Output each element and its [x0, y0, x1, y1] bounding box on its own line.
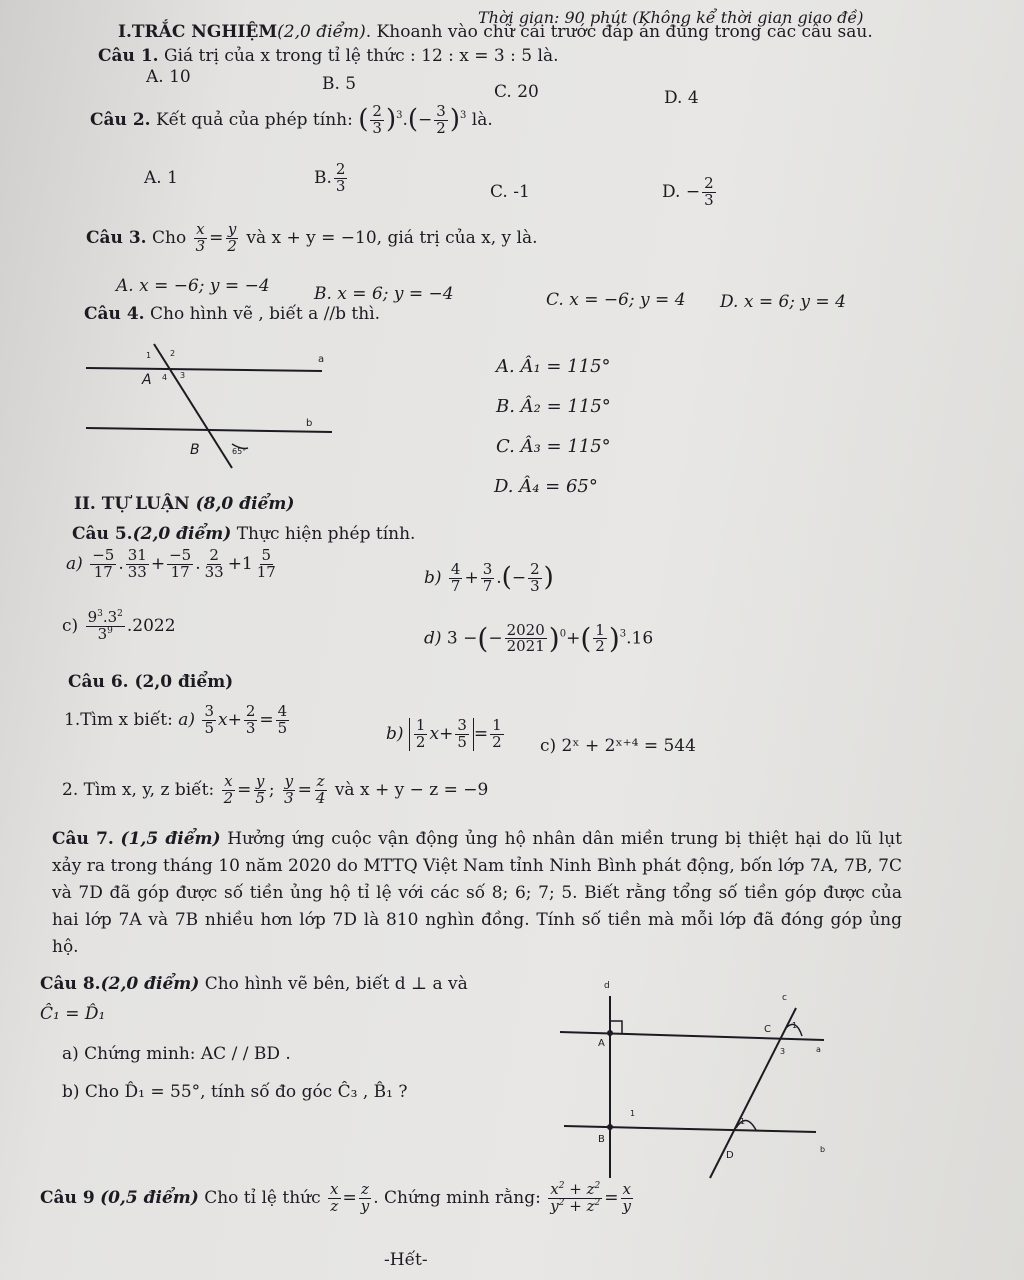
q5-part-a: a) $\frac{-5}{17}$ . $\frac{31}{33}$ + $\frac{-5}{17}$ . $\frac{2}{33}$ +1 $\frac{5}{17}$ — [66, 546, 276, 581]
q4-option-c: C. Â₃ = 115° — [496, 436, 611, 457]
label-c: c — [782, 993, 787, 1003]
label-A: A — [142, 372, 152, 388]
q5-part-d: d) 3 −(− $\frac{2020}{2021}$ )$^0$+( $\frac{1}{2}$ )$^3$.16 — [424, 620, 654, 656]
label-n1: 1 — [146, 351, 152, 360]
question-3: Câu 3. Cho $\frac{x}{3}$ = $\frac{y}{2}$ và x + y = −10, giá trị của x, y là. — [86, 220, 538, 255]
q8-part-a: a) Chứng minh: AC / / BD . — [62, 1044, 291, 1064]
time-note: Thời gian: 90 phút (Không kể thời gian giao đề) — [478, 8, 864, 27]
q5-part-b: b) $\frac{4}{7}$ + $\frac{3}{7}$ .(− $\frac{2}{3}$ ) — [424, 560, 554, 595]
q3-option-c: C. x = −6; y = 4 — [546, 290, 686, 310]
label-n4: 4 — [162, 373, 168, 382]
q1-option-a: A. 10 — [146, 67, 191, 87]
end-mark: -Hết- — [384, 1250, 428, 1270]
label-c1: 1 — [792, 1021, 798, 1030]
q6-part-1b: b) $\frac{1}{2}$ x+ $\frac{3}{5}$ = $\frac{1}{2}$ — [386, 716, 502, 751]
question-5: Câu 5.(2,0 điểm) Thực hiện phép tính. — [72, 524, 416, 544]
q5-part-c: c) $\frac{9^3.3^2}{3^9}$ .2022 — [62, 608, 176, 643]
q6-part-1a: 1.Tìm x biết: a) $\frac{3}{5}$ x+ $\frac{2}{3}$ = $\frac{4}{5}$ — [64, 702, 288, 737]
label-b: b — [306, 418, 313, 429]
q4-option-a: A. Â₁ = 115° — [496, 356, 611, 377]
q8-part-b: b) Cho D̂₁ = 55°, tính số đo góc Ĉ₃ , B̂₁ ? — [62, 1082, 408, 1102]
question-9: Câu 9 (0,5 điểm) Cho tỉ lệ thức $\frac{x}{z}$ = $\frac{z}{y}$ . Chứng minh rằng: $\frac{x^2 + z^2}{y^2 + z^2}$ = $\frac{x}{y}$ — [40, 1180, 631, 1215]
line-b — [564, 1126, 816, 1132]
label-c3: 3 — [780, 1047, 786, 1056]
question-6: Câu 6. (2,0 điểm) — [68, 672, 234, 692]
line-a — [86, 368, 322, 371]
section-1-heading: I.TRẮC NGHIỆM(2,0 điểm). Khoanh vào chữ cái trước đáp án đúng trong các câu sau. — [118, 22, 873, 42]
q2-option-d: D. − $\frac{2}{3}$ — [662, 174, 714, 209]
q4-option-b: B. Â₂ = 115° — [496, 396, 611, 417]
q3-option-b: B. x = 6; y = −4 — [314, 284, 454, 304]
label-b1: 1 — [630, 1109, 636, 1118]
label-C: C — [764, 1024, 771, 1035]
q1-option-d: D. 4 — [664, 88, 699, 108]
question-1: Câu 1. Giá trị của x trong tỉ lệ thức : 12 : x = 3 : 5 là. — [98, 46, 559, 66]
q1-option-c: C. 20 — [494, 82, 539, 102]
label-a: a — [318, 354, 325, 365]
q2-option-b: B. $\frac{2}{3}$ — [314, 160, 346, 195]
q8-condition: Ĉ₁ = D̂₁ — [40, 1004, 106, 1024]
q2-option-c: C. -1 — [490, 182, 530, 202]
label-d: d — [604, 981, 610, 991]
point-B — [607, 1124, 613, 1130]
q1-option-b: B. 5 — [322, 74, 357, 94]
q6-part-1c: c) 2ˣ + 2ˣ⁺⁴ = 544 — [540, 736, 696, 756]
label-angle: 65° — [232, 447, 247, 456]
label-d1: 1 — [740, 1117, 746, 1126]
point-A — [607, 1030, 613, 1036]
q3-option-d: D. x = 6; y = 4 — [720, 292, 846, 312]
question-7: Câu 7. (1,5 điểm) Hưởng ứng cuộc vận động ủng hộ nhân dân miền trung bị thiệt hại do lũ lụt xảy ra trong tháng 10 năm 2020 do MTTQ Việt Nam tỉnh Ninh Bình phát động, bốn lớp 7A, 7B, 7C và 7D đã góp được số tiền ủng hộ tỉ lệ với các số 8; 6; 7; 5. Biết rằng tổng số tiền góp được của hai lớp 7A và 7B nhiều hơn lớp 7D là 810 nghìn đồng. Tính số tiền mà mỗi lớp đã đóng góp ủng hộ. — [52, 829, 902, 957]
question-4: Câu 4. Cho hình vẽ , biết a //b thì. — [84, 304, 381, 324]
q8-figure — [560, 972, 840, 1184]
label-b: b — [820, 1145, 826, 1154]
label-n2: 2 — [170, 349, 176, 358]
line-c — [710, 1008, 796, 1178]
label-B: B — [598, 1134, 605, 1145]
q6-part-2: 2. Tìm x, y, z biết: $\frac{x}{2}$ = $\frac{y}{5}$ ; $\frac{y}{3}$ = $\frac{z}{4}$ và x + y − z = −9 — [62, 772, 489, 807]
label-A: A — [598, 1038, 605, 1049]
question-8: Câu 8.(2,0 điểm) Cho hình vẽ bên, biết d ⊥ a và — [40, 974, 468, 994]
label-B: B — [190, 442, 200, 458]
q3-option-a: A. x = −6; y = −4 — [116, 276, 270, 296]
label-a: a — [816, 1045, 821, 1054]
question-2: Câu 2. Kết quả của phép tính: ( $\frac{2}{3}$ )$^3$.(− $\frac{3}{2}$ )$^3$ là. — [90, 102, 493, 137]
q2-option-a: A. 1 — [144, 168, 178, 188]
q4-option-d: D. Â₄ = 65° — [494, 476, 598, 497]
q4-figure — [82, 336, 342, 472]
label-D: D — [726, 1150, 734, 1161]
label-n3: 3 — [180, 371, 186, 380]
section-2-heading: II. TỰ LUẬN (8,0 điểm) — [74, 494, 295, 514]
